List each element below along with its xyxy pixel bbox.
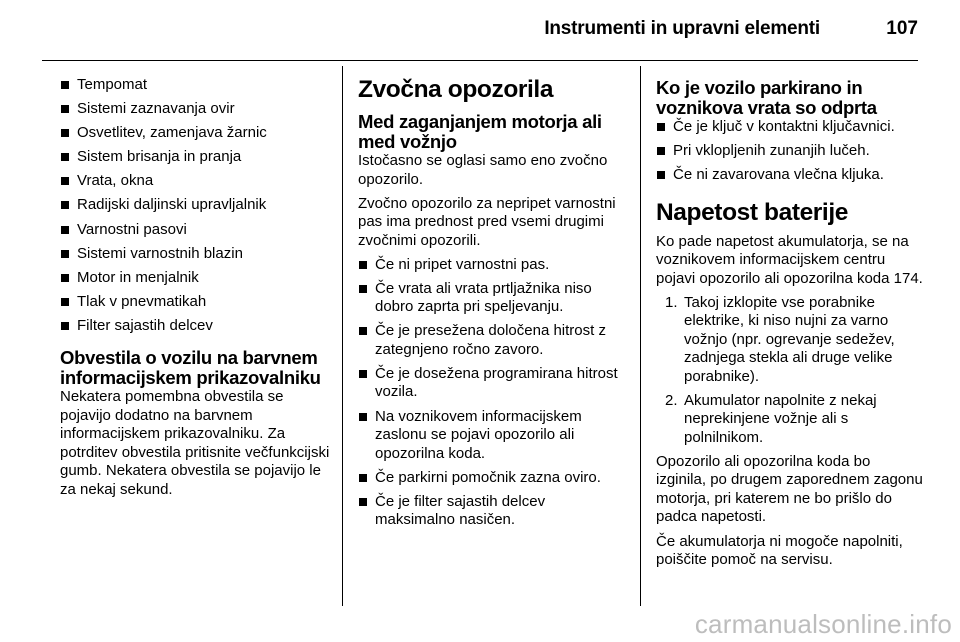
- paragraph: Zvočno opozorilo za nepripet varnostni pas ima prednost pred vsemi drugimi zvočnimi opozorili.: [358, 194, 616, 249]
- list-item: Sistem brisanja in pranja: [60, 148, 332, 167]
- list-item: Če vrata ali vrata prtljažnika niso dobro zaprta pri speljevanju.: [358, 280, 628, 317]
- list-item: Filter sajastih delcev: [60, 317, 332, 336]
- column-left: [60, 76, 332, 505]
- list-item: Če parkirni pomočnik zazna oviro.: [358, 469, 628, 488]
- topic-list: [60, 76, 332, 335]
- list-item: Če je filter sajastih delcev maksimalno nasičen.: [358, 493, 628, 530]
- list-item: [656, 294, 924, 387]
- list-item: Če ni pripet varnostni pas.: [358, 256, 628, 275]
- list-item: Pri vklopljenih zunanjih lučeh.: [656, 142, 924, 161]
- paragraph: Istočasno se oglasi samo eno zvočno opozorilo.: [358, 152, 608, 188]
- battery-steps-list: [656, 294, 924, 448]
- list-item: Na voznikovem informacijskem zaslonu se pojavi opozorilo ali opozorilna koda.: [358, 408, 628, 464]
- list-item: Sistemi zaznavanja ovir: [60, 100, 332, 119]
- paragraph: Nekatera pomembna obvestila se pojavijo dodatno na barvnem informacijskem prikazovalniku. Za potrditev obvestila pritisnite večfunkcijski gumb. Nekatera obvestila se pojavijo le za nekaj sekund.: [60, 388, 330, 498]
- watermark: carmanualsonline.info: [694, 609, 952, 639]
- list-item: Sistemi varnostnih blazin: [60, 245, 332, 264]
- list-item: Če ni zavarovana vlečna kljuka.: [656, 166, 924, 185]
- section-heading-vehicle-messages: Obvestila o vozilu na barvnem informacijskem prikazovalniku: [60, 347, 321, 389]
- column-right: [656, 78, 924, 575]
- list-item: Vrata, okna: [60, 172, 332, 191]
- list-item: Če je ključ v kontaktni ključavnici.: [656, 118, 924, 137]
- list-item: Motor in menjalnik: [60, 269, 332, 288]
- list-item: Če je presežena določena hitrost z zategnjeno ročno zavoro.: [358, 322, 628, 359]
- step-text: Akumulator napolnite z nekaj neprekinjene vožnje ali s polnilnikom.: [684, 391, 877, 446]
- column-divider-right: [640, 66, 641, 606]
- step-text: Takoj izklopite vse porabnike elektrike, ki niso nujni za varno vožnjo (npr. ogrevanje sedežev, zadnjega stekla ali druge velike porabnike).: [684, 293, 895, 385]
- parked-conditions-list: [656, 118, 924, 185]
- column-middle: [358, 76, 628, 535]
- section-title-warning-chimes: Zvočna opozorila: [358, 76, 554, 103]
- column-divider-left: [342, 66, 343, 606]
- step-number: 2.: [665, 391, 678, 409]
- section-title-battery-voltage: Napetost baterije: [656, 198, 848, 226]
- chime-conditions-list: [358, 256, 628, 530]
- subheading-starting-driving: Med zaganjanjem motorja ali med vožnjo: [358, 111, 602, 152]
- header-divider: [42, 60, 918, 61]
- list-item: Varnostni pasovi: [60, 221, 332, 240]
- list-item: Tempomat: [60, 76, 332, 95]
- step-number: 1.: [665, 293, 678, 311]
- list-item: Tlak v pnevmatikah: [60, 293, 332, 312]
- list-item: Če je dosežena programirana hitrost vozila.: [358, 365, 628, 402]
- list-item: Radijski daljinski upravljalnik: [60, 196, 332, 215]
- paragraph: Če akumulatorja ni mogoče napolniti, poiščite pomoč na servisu.: [656, 532, 903, 569]
- list-item: Osvetlitev, zamenjava žarnic: [60, 124, 332, 143]
- page-number: 107: [886, 18, 918, 39]
- subheading-parked-door-open: Ko je vozilo parkirano in voznikova vrata so odprta: [656, 77, 877, 118]
- paragraph: Opozorilo ali opozorilna koda bo izginila, po drugem zaporednem zagonu motorja, pri katerem ne bo prišlo do padca napetosti.: [656, 452, 923, 526]
- paragraph: Ko pade napetost akumulatorja, se na voznikovem informacijskem centru pojavi opozorilo ali opozorilna koda 174.: [656, 232, 923, 287]
- list-item: [656, 392, 924, 448]
- page-header-title: Instrumenti in upravni elementi: [544, 18, 820, 39]
